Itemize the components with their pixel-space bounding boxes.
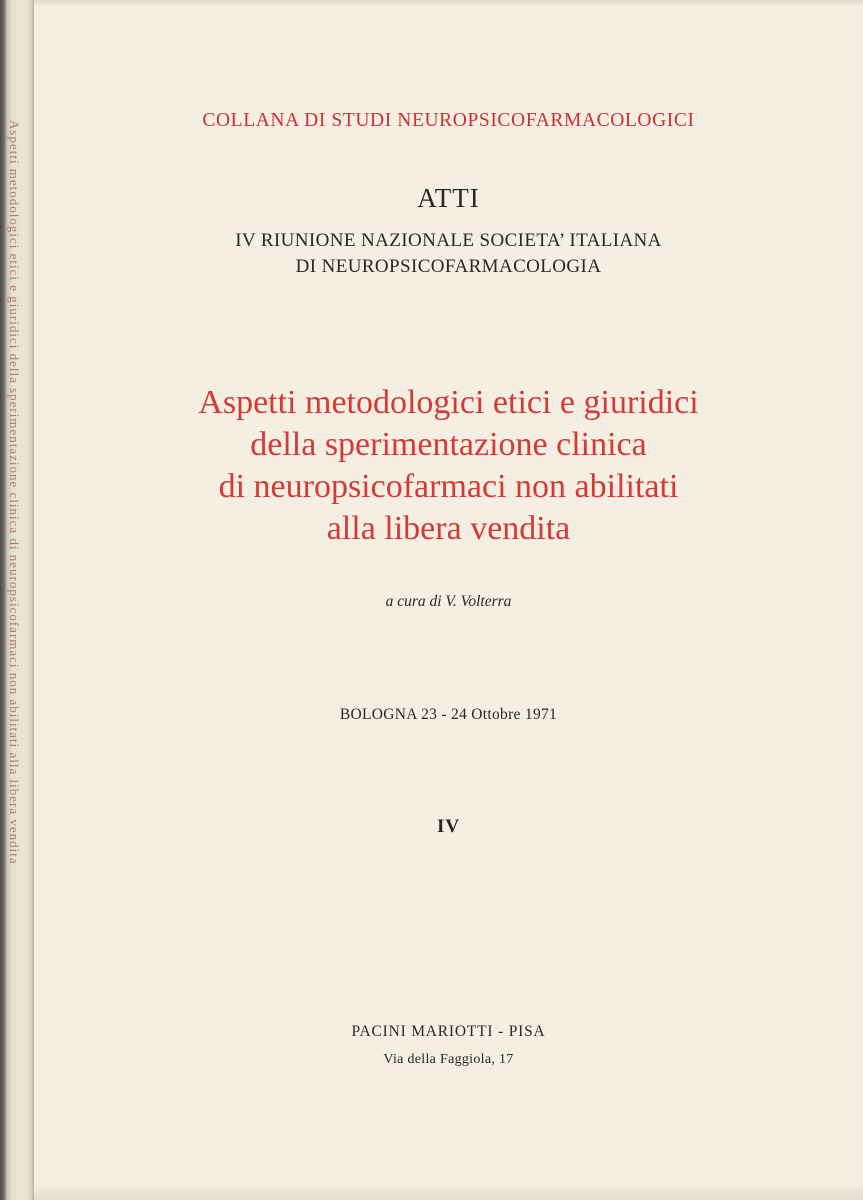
volume-number: IV: [436, 816, 461, 837]
atti-heading: ATTI: [417, 183, 480, 213]
publisher-name: PACINI MARIOTTI - PISA: [351, 1023, 546, 1040]
meeting-line-1: IV RIUNIONE NAZIONALE SOCIETA’ ITALIANA: [235, 230, 662, 251]
spine-title: Aspetti metodologici etici e giuridici della sperimentazione clinica di neuropsicofarmaci non abilitati alla libera vendita: [7, 120, 22, 865]
book-title: [34, 382, 863, 550]
editor-credit: a cura di V. Volterra: [385, 593, 512, 610]
title-line: di neuropsicofarmaci non abilitati: [218, 468, 679, 505]
book-spine: [0, 0, 34, 1200]
meeting-title: [34, 228, 863, 280]
meeting-line-2: DI NEUROPSICOFARMACOLOGIA: [295, 256, 602, 277]
publisher-address: Via della Faggiola, 17: [383, 1052, 514, 1067]
top-edge-shadow: [34, 0, 863, 6]
title-line: alla libera vendita: [326, 510, 571, 547]
series-title: COLLANA DI STUDI NEUROPSICOFARMACOLOGICI: [202, 110, 695, 131]
title-line: della sperimentazione clinica: [250, 426, 647, 463]
bottom-edge-shadow: [34, 1186, 863, 1200]
title-line: Aspetti metodologici etici e giuridici: [198, 384, 699, 421]
place-and-date: BOLOGNA 23 - 24 Ottobre 1971: [339, 706, 558, 723]
